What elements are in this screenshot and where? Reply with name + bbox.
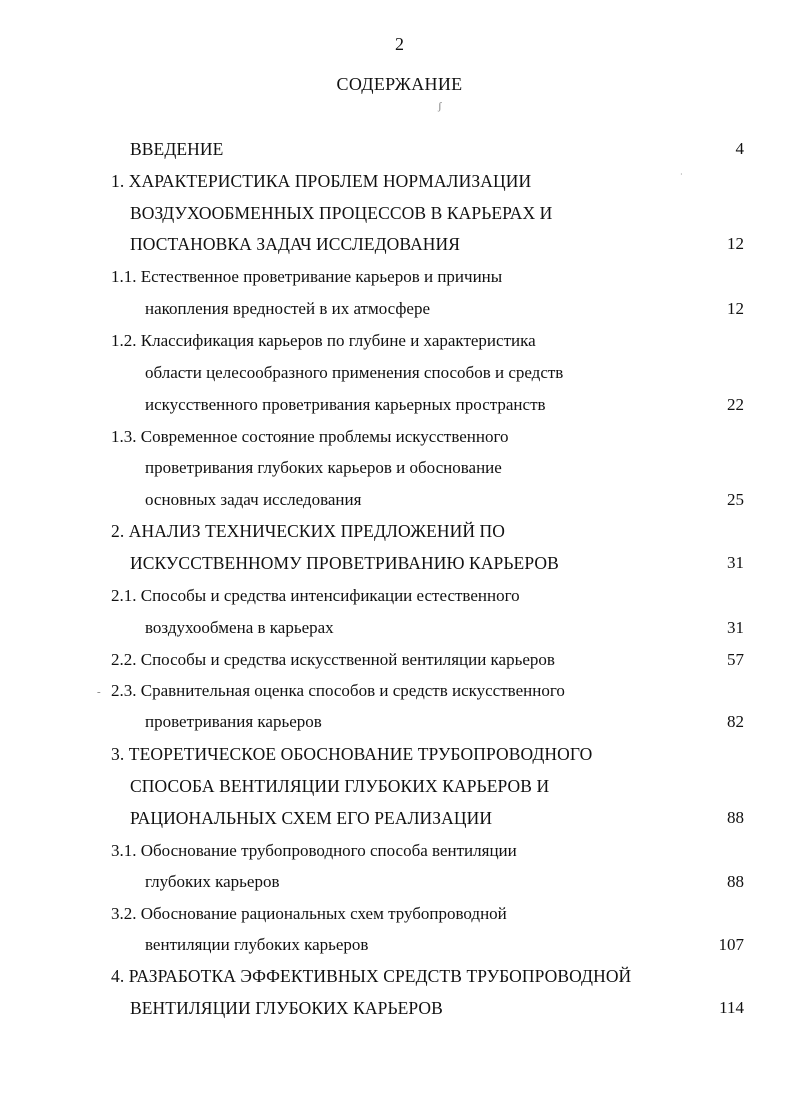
- toc-entry-text: ПОСТАНОВКА ЗАДАЧ ИССЛЕДОВАНИЯ: [130, 234, 461, 254]
- toc-page-number: 107: [718, 935, 744, 954]
- toc-line: [0, 838, 799, 864]
- toc-entry-text: ИСКУССТВЕННОМУ ПРОВЕТРИВАНИЮ КАРЬЕРОВ: [130, 553, 559, 573]
- toc-page-number: 82: [727, 712, 744, 731]
- toc-entry-text: ВОЗДУХООБМЕННЫХ ПРОЦЕССОВ В КАРЬЕРАХ И: [130, 203, 553, 223]
- toc-page-number: 22: [727, 395, 744, 414]
- toc-line: [0, 647, 799, 673]
- toc-line: [0, 424, 799, 450]
- toc-page-number: 31: [727, 618, 744, 637]
- toc-entry-text: области целесообразного применения способов и средств: [145, 363, 564, 382]
- toc-line: [0, 963, 799, 989]
- toc-line: [0, 741, 799, 767]
- toc-line: [0, 583, 799, 609]
- toc-line: [0, 773, 799, 799]
- toc-entry-text: воздухообмена в карьерах: [145, 618, 334, 637]
- toc-entry-text: 3.1. Обоснование трубопроводного способа вентиляции: [111, 841, 517, 860]
- toc-line: [0, 136, 799, 162]
- toc-entry-text: проветривания карьеров: [145, 712, 322, 731]
- toc-page-number: 4: [735, 139, 744, 158]
- toc-page-number: 31: [727, 553, 744, 572]
- toc-entry-text: СПОСОБА ВЕНТИЛЯЦИИ ГЛУБОКИХ КАРЬЕРОВ И: [130, 776, 550, 796]
- toc-entry-text: 1.3. Современное состояние проблемы искусственного: [111, 427, 509, 446]
- toc-entry-text: 1.2. Классификация карьеров по глубине и характеристика: [111, 331, 536, 350]
- toc-page-number: 25: [727, 490, 744, 509]
- toc-entry-text: проветривания глубоких карьеров и обоснование: [145, 458, 502, 477]
- toc-page-number: 114: [719, 998, 744, 1017]
- toc-line: [0, 615, 799, 641]
- toc-line: [0, 487, 799, 513]
- toc-entry-text: 2.2. Способы и средства искусственной вентиляции карьеров: [111, 650, 555, 669]
- toc-line: [0, 678, 799, 704]
- toc-line: [0, 550, 799, 576]
- toc-line: [0, 328, 799, 354]
- toc-entry-text: ВЕНТИЛЯЦИИ ГЛУБОКИХ КАРЬЕРОВ: [130, 998, 443, 1018]
- toc-entry-text: вентиляции глубоких карьеров: [145, 935, 369, 954]
- toc-line: [0, 518, 799, 544]
- toc-line: [0, 392, 799, 418]
- toc-page-number: 88: [727, 808, 744, 827]
- toc-line: [0, 995, 799, 1021]
- toc-line: [0, 932, 799, 958]
- toc-entry-text: ВВЕДЕНИЕ: [130, 139, 224, 159]
- toc-line: [0, 200, 799, 226]
- scan-mark: ʃ: [438, 100, 442, 112]
- toc-entry-text: 2. АНАЛИЗ ТЕХНИЧЕСКИХ ПРЕДЛОЖЕНИЙ ПО: [111, 521, 506, 541]
- scan-mark: ·: [680, 170, 683, 179]
- toc-entry-text: 3. ТЕОРЕТИЧЕСКОЕ ОБОСНОВАНИЕ ТРУБОПРОВОДНОГО: [111, 744, 593, 764]
- page-number: 2: [395, 34, 404, 54]
- toc-line: [0, 869, 799, 895]
- toc-entry-text: 3.2. Обоснование рациональных схем трубопроводной: [111, 904, 507, 923]
- toc-page-number: 88: [727, 872, 744, 891]
- toc-entry-text: глубоких карьеров: [145, 872, 280, 891]
- toc-page-number: 12: [727, 299, 744, 318]
- toc-entry-text: РАЦИОНАЛЬНЫХ СХЕМ ЕГО РЕАЛИЗАЦИИ: [130, 808, 493, 828]
- toc-line: [0, 264, 799, 290]
- toc-line: [0, 231, 799, 257]
- toc-entry-text: 1.1. Естественное проветривание карьеров и причины: [111, 267, 503, 286]
- page-title: СОДЕРЖАНИЕ: [336, 74, 463, 94]
- toc-line: [0, 296, 799, 322]
- toc-entry-text: 1. ХАРАКТЕРИСТИКА ПРОБЛЕМ НОРМАЛИЗАЦИИ: [111, 171, 532, 191]
- toc-line: [0, 360, 799, 386]
- toc-entry-text: 2.3. Сравнительная оценка способов и средств искусственного: [111, 681, 565, 700]
- toc-page-number: 57: [727, 650, 744, 669]
- toc-entry-text: накопления вредностей в их атмосфере: [145, 299, 431, 318]
- toc-entry-text: 4. РАЗРАБОТКА ЭФФЕКТИВНЫХ СРЕДСТВ ТРУБОПРОВОДНОЙ: [111, 966, 632, 986]
- toc-entry-text: основных задач исследования: [145, 490, 362, 509]
- toc-line: [0, 455, 799, 481]
- toc-line: [0, 901, 799, 927]
- toc-entry-text: искусственного проветривания карьерных пространств: [145, 395, 546, 414]
- toc-line: [0, 168, 799, 194]
- toc-line: [0, 709, 799, 735]
- scan-mark: -: [97, 686, 101, 698]
- toc-line: [0, 805, 799, 831]
- toc-page-number: 12: [727, 234, 744, 253]
- toc-entry-text: 2.1. Способы и средства интенсификации естественного: [111, 586, 520, 605]
